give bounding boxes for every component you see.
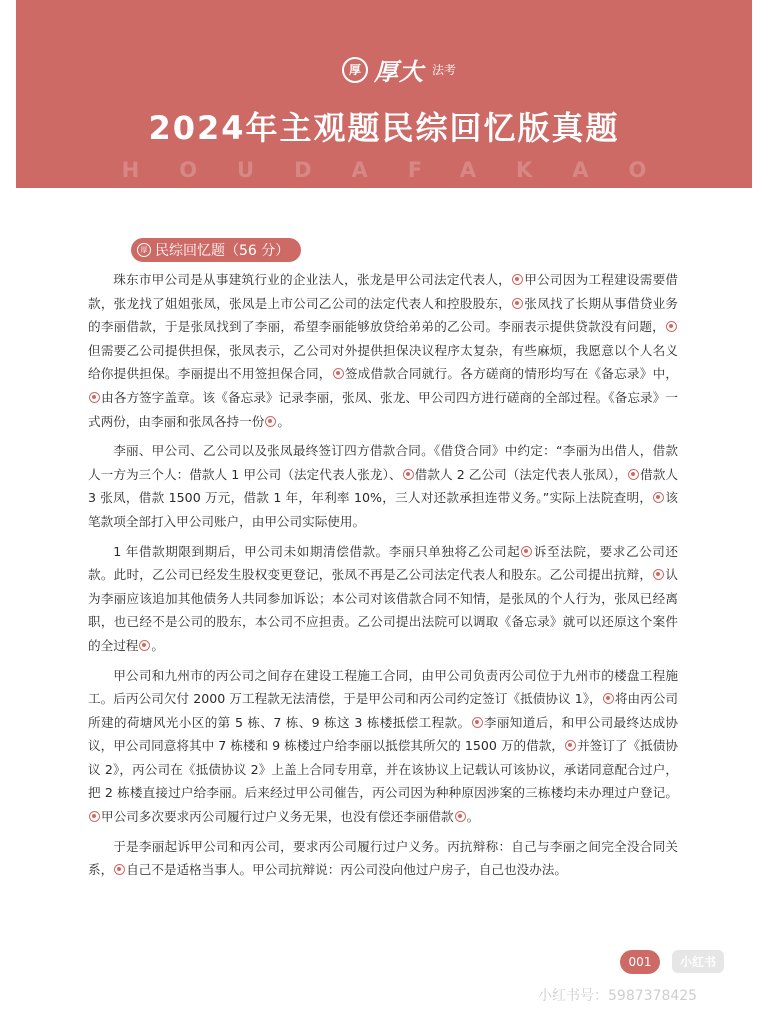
watermark-badge: 小红书 [672, 950, 724, 973]
header-banner [16, 0, 752, 188]
question-body [88, 268, 678, 882]
header-watermark: HOUDAFAKAO [121, 158, 687, 182]
paragraph-text: 将由丙公司所建的荷塘风光小区的第 5 栋、7 栋、9 栋这 3 栋楼抵偿工程款。 [88, 691, 678, 730]
paragraph-text: 诉至法院，要求乙公司还款。此时，乙公司已经发生股权变更登记，张凤不再是乙公司法定代表人和股东。乙公司提出抗辩， [88, 543, 678, 583]
paragraph-text: 甲公司因为工程建设需要借款，张龙找了姐姐张凤，张凤是上市公司乙公司的法定代表人和控股股东， [88, 272, 679, 311]
brand-mark-icon [455, 811, 466, 822]
paragraph-text: 1 年借款期限到期后，甲公司未如期清偿借款。李丽只单独将乙公司起 [113, 543, 521, 559]
paragraph-text: 借款人 3 张凤，借款 1500 万元，借款 1 年，年利率 10%，三人对还款承担连带义务。”实际上法院查明， [88, 466, 678, 506]
brand-subtitle: 法考 [432, 63, 457, 77]
paragraph-text: 李丽、甲公司、乙公司以及张凤最终签订四方借款合同。《借贷合同》中约定：“李丽为出借人，借款人一方为三个人：借款人 1 甲公司（法定代表人张龙）、 [88, 443, 678, 482]
paragraph-text: 甲公司多次要求丙公司履行过户义务无果，也没有偿还李丽借款 [101, 809, 454, 825]
paragraph [88, 439, 678, 533]
section-label-text: 民综回忆题（56 分） [155, 243, 290, 259]
brand-mark-icon [139, 640, 150, 651]
brand-mark-icon [89, 392, 100, 403]
brand-mark-icon [521, 546, 532, 557]
brand-mark-icon [265, 416, 276, 427]
paragraph [88, 540, 678, 658]
brand-name: 厚大 [374, 57, 424, 86]
brand-mark-icon [653, 492, 664, 503]
brand-mark-icon [603, 693, 614, 704]
brand-mark-icon: 厚 [137, 243, 151, 257]
paragraph-text: 。 [151, 637, 164, 653]
paragraph-text: 认为李丽应该追加其他债务人共同参加诉讼；本公司对该借款合同不知情，是张凤的个人行为，张凤已经离职，也已经不是公司的股东，本公司不应担责。乙公司提出法院可以调取《备忘录》就可以还原这个案件的全过程 [88, 567, 679, 653]
page-number: 001 [620, 950, 660, 974]
paragraph-text: 借款人 2 乙公司（法定代表人张凤）， [414, 466, 628, 482]
brand-mark-icon [653, 569, 664, 580]
paragraph-text: 由各方签字盖章。该《备忘录》记录李丽，张凤、张龙、甲公司四方进行磋商的全部过程。《备忘录》一式两份，由李丽和张凤各持一份 [88, 389, 678, 429]
paragraph [88, 664, 678, 829]
paragraph-text: 甲公司和九州市的丙公司之间存在建设工程施工合同，由甲公司负责丙公司位于九州市的楼盘工程施工。后丙公司欠付 2000 万工程款无法清偿，于是甲公司和丙公司约定签订《抵债协议 1》， [88, 667, 678, 707]
brand-mark-icon [565, 740, 576, 751]
section-label [131, 238, 301, 262]
paragraph [88, 835, 678, 882]
paragraph-text: 珠东市甲公司是从事建筑行业的企业法人，张龙是甲公司法定代表人， [113, 272, 512, 287]
paragraph-text: 该笔款项全部打入甲公司账户，由甲公司实际使用。 [88, 490, 679, 529]
watermark-id: 小红书号：5987378425 [538, 988, 698, 1004]
brand-mark-icon [403, 469, 414, 480]
paragraph-text: 自己不是适格当事人。甲公司抗辩说：丙公司没向他过户房子，自己也没办法。 [126, 862, 567, 878]
brand-mark-icon [333, 368, 344, 379]
brand-mark-icon [512, 274, 523, 285]
paragraph-text: 于是李丽起诉甲公司和丙公司，要求丙公司履行过户义务。丙抗辩称：自己与李丽之间完全没合同关系， [88, 838, 678, 878]
paragraph-text: 。 [277, 413, 290, 429]
brand-mark-icon [666, 321, 677, 332]
brand-mark-icon [472, 717, 483, 728]
brand-logo [342, 52, 456, 87]
brand-mark-icon [512, 298, 523, 309]
paragraph-text: 但需要乙公司提供担保，张凤表示，乙公司对外提供担保决议程序太复杂，有些麻烦，我愿意以个人名义给你提供担保。李丽提出不用签担保合同， [88, 342, 678, 382]
brand-mark-icon [89, 811, 100, 822]
brand-logo-icon: 厚 [342, 57, 368, 83]
paragraph-text: 。 [466, 809, 480, 825]
brand-mark-icon [114, 864, 125, 875]
paragraph-text: 签成借款合同就行。各方磋商的情形均写在《备忘录》中， [344, 366, 679, 382]
brand-mark-icon [628, 469, 639, 480]
page-title: 2024年主观题民综回忆版真题 [148, 109, 620, 147]
paragraph-text: 李丽知道后，和甲公司最终达成协议，甲公司同意将其中 7 栋楼和 9 栋楼过户给李丽以抵偿其所欠的 1500 万的借款， [88, 714, 679, 754]
paragraph-text: 并签订了《抵债协议 2》，丙公司在《抵债协议 2》上盖上合同专用章，并在该协议上记载认可该协议，承诺同意配合过户，把 2 栋楼直接过户给李丽。后来经过甲公司催告，丙公司因为种种原因涉案的三栋楼均未办理过户登记。 [88, 738, 678, 801]
paragraph [88, 268, 678, 433]
paragraph-text: 张凤找了长期从事借贷业务的李丽借款，于是张凤找到了李丽，希望李丽能够放贷给弟弟的乙公司。李丽表示提供贷款没有问题， [88, 295, 679, 335]
